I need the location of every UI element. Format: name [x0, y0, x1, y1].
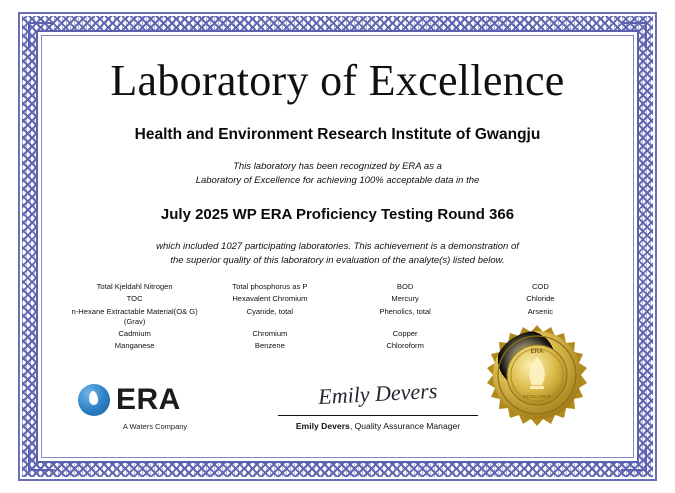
- analyte-item: COD: [531, 282, 549, 292]
- era-wordmark: ERA: [116, 383, 181, 416]
- signatory-name: Emily Devers: [295, 421, 350, 431]
- analyte-item: Chloroform: [386, 341, 424, 351]
- analyte-item: Phenolics, total: [379, 306, 431, 316]
- proficiency-round-title: July 2025 WP ERA Proficiency Testing Round 366: [160, 205, 515, 223]
- era-logo-row: [78, 384, 228, 416]
- organization-name: Health and Environment Research Institute of Gwangju: [134, 126, 541, 144]
- era-logo: [78, 384, 228, 431]
- certificate-title: Laboratory of Excellence: [110, 56, 565, 105]
- analyte-item: n-Hexane Extractable Material(O& G)(Grav): [71, 306, 198, 326]
- analyte-item: Total phosphorus as P: [232, 282, 308, 292]
- analyte-item: BOD: [396, 282, 414, 292]
- svg-text:ERA: ERA: [530, 349, 544, 355]
- analyte-item: Benzene: [254, 341, 285, 351]
- certificate-content: [44, 38, 631, 455]
- recognition-line-1: This laboratory has been recognized by ERA as a: [233, 161, 442, 173]
- analyte-item: Manganese: [114, 341, 155, 351]
- recognition-line-2: Laboratory of Excellence for achieving 100% acceptable data in the: [195, 174, 480, 186]
- analyte-item: Cadmium: [118, 329, 151, 339]
- signatory-title: , Quality Assurance Manager: [349, 421, 461, 431]
- signature-block: [272, 377, 484, 431]
- gold-seal-icon: [485, 325, 589, 429]
- participation-line-1: which included 1027 participating laboratories. This achievement is a demonstration of: [156, 240, 519, 252]
- analyte-item: TOC: [126, 294, 143, 304]
- participation-line-2: the superior quality of this laboratory in evaluation of the analyte(s) listed below.: [170, 254, 505, 266]
- water-drop-icon: [78, 384, 110, 416]
- analyte-item: Chromium: [252, 329, 288, 339]
- certificate-footer: [44, 341, 631, 447]
- recognition-statement: [66, 160, 609, 188]
- svg-text:EXCELLENCE: EXCELLENCE: [523, 394, 551, 399]
- signatory-caption: [272, 421, 484, 431]
- analyte-item: Total Kjeldahl Nitrogen: [96, 282, 173, 292]
- participation-statement: [66, 240, 609, 269]
- handwritten-signature: Emily Devers: [317, 377, 438, 410]
- analyte-item: Copper: [392, 329, 418, 339]
- analyte-item: Arsenic: [527, 306, 554, 316]
- analyte-item: Mercury: [391, 294, 419, 304]
- analyte-item: Hexavalent Chromium: [232, 294, 308, 304]
- analyte-item: Chloride: [526, 294, 555, 304]
- analyte-item: Cyanide, total: [246, 306, 294, 316]
- era-tagline: A Waters Company: [122, 422, 188, 431]
